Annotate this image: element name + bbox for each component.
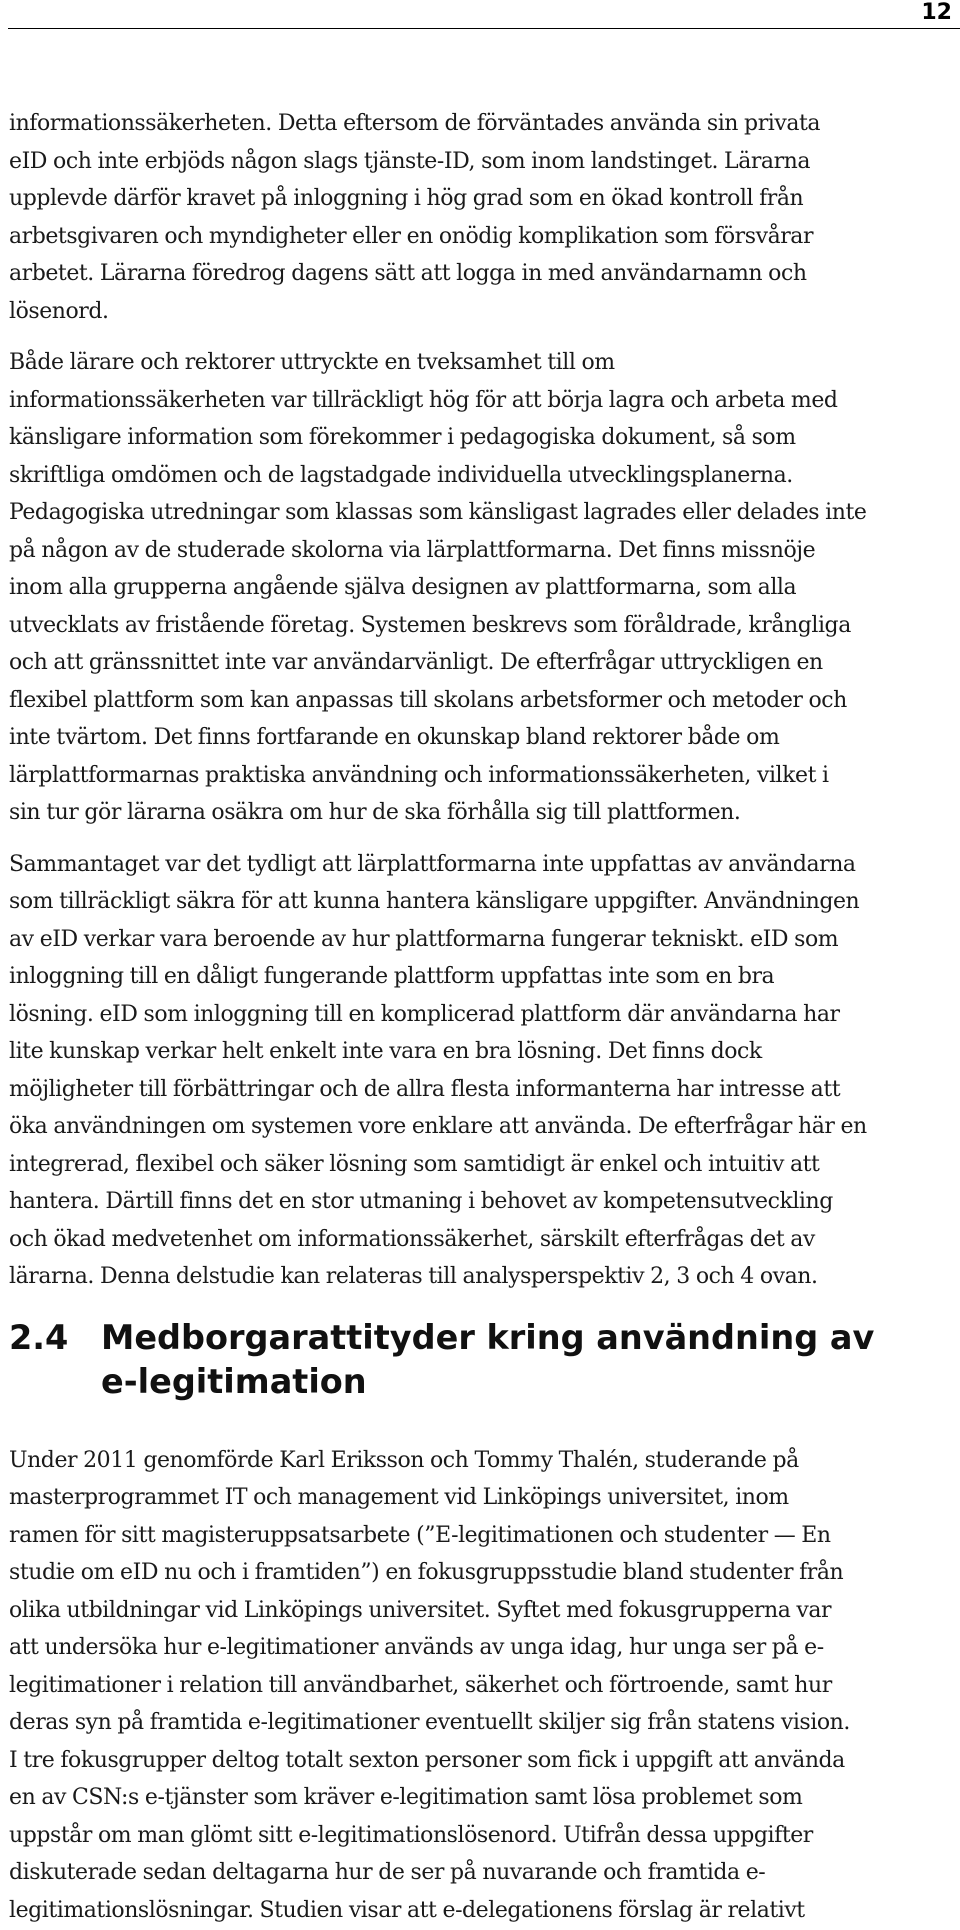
text-line: informationssäkerheten var tillräckligt hög för att börja lagra och arbeta med: [9, 387, 838, 413]
section-heading: [9, 1316, 933, 1404]
text-line: lärplattformarnas praktiska användning och informationssäkerheten, vilket i: [9, 762, 829, 788]
text-line: Under 2011 genomförde Karl Eriksson och Tommy Thalén, studerande på: [9, 1447, 799, 1473]
text-line: studie om eID nu och i framtiden”) en fokusgruppsstudie bland studenter från: [9, 1560, 844, 1585]
text-line: en av CSN:s e-tjänster som kräver e-legitimation samt lösa problemet som: [9, 1785, 803, 1810]
text-line: Både lärare och rektorer uttryckte en tveksamhet till om: [9, 350, 615, 375]
text-line: inte tvärtom. Det finns fortfarande en okunskap bland rektorer både om: [9, 725, 780, 750]
document-body: [9, 105, 933, 1929]
text-line: uppstår om man glömt sitt e-legitimationslösenord. Utifrån dessa uppgifter: [9, 1822, 813, 1848]
text-line: hantera. Därtill finns det en stor utmaning i behovet av kompetensutveckling: [9, 1189, 833, 1214]
text-line: inloggning till en dåligt fungerande plattform uppfattas inte som en bra: [9, 964, 775, 989]
text-line: flexibel plattform som kan anpassas till skolans arbetsformer och metoder och: [9, 687, 847, 713]
page-number: 12: [921, 0, 952, 25]
text-line: möjligheter till förbättringar och de allra flesta informanterna har intresse att: [9, 1076, 841, 1102]
text-line: inom alla grupperna angående själva designen av plattformarna, som alla: [9, 575, 797, 600]
text-line: på någon av de studerade skolorna via lärplattformarna. Det finns missnöje: [9, 537, 816, 563]
text-line: eID och inte erbjöds någon slags tjänste-ID, som inom landstinget. Lärarna: [9, 148, 811, 174]
text-line: integrerad, flexibel och säker lösning som samtidigt är enkel och intuitiv att: [9, 1151, 820, 1177]
text-line: lösenord.: [9, 298, 109, 324]
text-line: legitimationslösningar. Studien visar att e-delegationens förslag är relativt: [9, 1897, 805, 1923]
text-line: arbetet. Lärarna föredrog dagens sätt att logga in med användarnamn och: [9, 261, 807, 286]
text-line: diskuterade sedan deltagarna hur de ser på nuvarande och framtida e-: [9, 1860, 766, 1885]
text-line: I tre fokusgrupper deltog totalt sexton personer som fick i uppgift att använda: [9, 1747, 845, 1773]
text-line: sin tur gör lärarna osäkra om hur de ska förhålla sig till plattformen.: [9, 800, 741, 825]
text-line: känsligare information som förekommer i pedagogiska dokument, så som: [9, 425, 796, 450]
text-line: olika utbildningar vid Linköpings universitet. Syftet med fokusgrupperna var: [9, 1597, 832, 1623]
text-line: arbetsgivaren och myndigheter eller en onödig komplikation som försvårar: [9, 223, 814, 249]
text-line: som tillräckligt säkra för att kunna hantera känsligare uppgifter. Användningen: [9, 889, 860, 914]
text-line: lösning. eID som inloggning till en komplicerad plattform där användarna har: [9, 1001, 840, 1027]
text-line: informationssäkerheten. Detta eftersom de förväntades använda sin privata: [9, 111, 821, 136]
body-paragraph: [9, 344, 933, 832]
text-line: legitimationer i relation till användbarhet, säkerhet och förtroende, samt hur: [9, 1672, 832, 1698]
text-line: och att gränssnittet inte var användarvänligt. De efterfrågar uttryckligen en: [9, 650, 823, 675]
text-line: ramen för sitt magisteruppsatsarbete (”E-legitimationen och studenter — En: [9, 1522, 831, 1548]
text-line: av eID verkar vara beroende av hur plattformarna fungerar tekniskt. eID som: [9, 926, 839, 952]
text-line: upplevde därför kravet på inloggning i hög grad som en ökad kontroll från: [9, 186, 804, 211]
section-title: [101, 1316, 874, 1404]
section-title-line: e-legitimation: [101, 1361, 367, 1401]
section-number: 2.4: [9, 1317, 69, 1357]
text-line: lite kunskap verkar helt enkelt inte vara en bra lösning. Det finns dock: [9, 1039, 762, 1064]
text-line: masterprogrammet IT och management vid Linköpings universitet, inom: [9, 1485, 789, 1510]
section-title-line: Medborgarattityder kring användning av: [101, 1317, 875, 1357]
body-paragraph: [9, 846, 933, 1296]
body-paragraph: [9, 105, 933, 330]
page-header: [8, 0, 960, 29]
text-line: Pedagogiska utredningar som klassas som känsligast lagrades eller delades inte: [9, 500, 867, 525]
text-line: öka användningen om systemen vore enklare att använda. De efterfrågar här en: [9, 1114, 867, 1139]
text-line: och ökad medvetenhet om informationssäkerhet, särskilt efterfrågas det av: [9, 1226, 815, 1252]
text-line: lärarna. Denna delstudie kan relateras till analysperspektiv 2, 3 och 4 ovan.: [9, 1264, 818, 1289]
body-paragraph: [9, 1442, 933, 1930]
text-line: att undersöka hur e-legitimationer används av unga idag, hur unga ser på e-: [9, 1635, 824, 1660]
text-line: deras syn på framtida e-legitimationer eventuellt skiljer sig från statens vision.: [9, 1710, 850, 1735]
text-line: utvecklats av fristående företag. Systemen beskrevs som föråldrade, krångliga: [9, 612, 851, 638]
text-line: Sammantaget var det tydligt att lärplattformarna inte uppfattas av användarna: [9, 851, 856, 877]
text-line: skriftliga omdömen och de lagstadgade individuella utvecklingsplanerna.: [9, 462, 793, 488]
